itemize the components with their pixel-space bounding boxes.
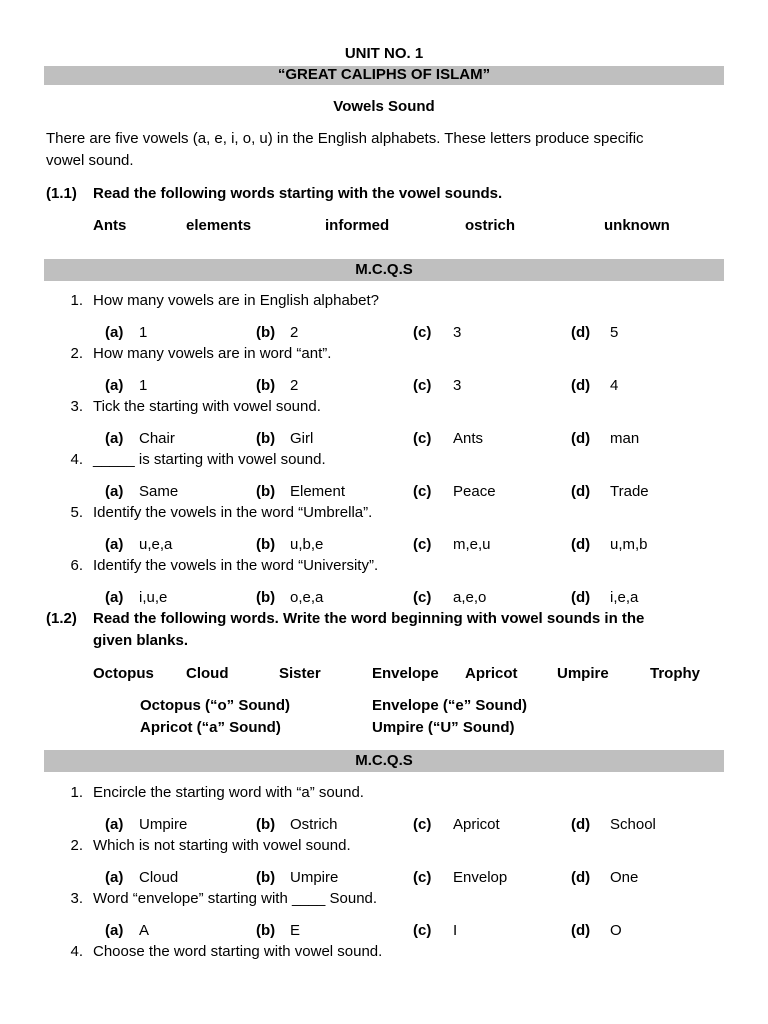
question-text: Identify the vowels in the word “University”. (93, 557, 379, 574)
option-text: Trade (610, 483, 649, 500)
option-text: 3 (453, 377, 462, 394)
option-text: 1 (139, 324, 148, 341)
option-label: (b) (256, 922, 276, 939)
question-number: 3. (70, 398, 83, 415)
option-text: 2 (290, 324, 299, 341)
option-label: (b) (256, 869, 276, 886)
option-label: (b) (256, 816, 276, 833)
option-text: 5 (610, 324, 619, 341)
option-label: (b) (256, 536, 276, 553)
option-label: (d) (571, 869, 591, 886)
option-label: (b) (256, 483, 276, 500)
option-label: (d) (571, 377, 591, 394)
option-label: (d) (571, 589, 591, 606)
option-text: Umpire (290, 869, 339, 886)
section-number-1-2: (1.2) (46, 610, 77, 627)
option-text: Apricot (453, 816, 500, 833)
question-text: Tick the starting with vowel sound. (93, 398, 321, 415)
question-text: Choose the word starting with vowel sound. (93, 943, 383, 960)
option-text: m,e,u (453, 536, 491, 553)
answer-item: Envelope (“e” Sound) (372, 697, 528, 714)
word-item: Octopus (93, 665, 154, 682)
option-text: u,m,b (610, 536, 648, 553)
option-text: 1 (139, 377, 148, 394)
option-text: Chair (139, 430, 175, 447)
word-item: ostrich (465, 217, 516, 234)
question-text: Which is not starting with vowel sound. (93, 837, 351, 854)
option-label: (d) (571, 922, 591, 939)
option-label: (c) (413, 816, 432, 833)
word-item: Umpire (557, 665, 609, 682)
word-item: Apricot (465, 665, 518, 682)
option-text: A (139, 922, 150, 939)
option-text: i,e,a (610, 589, 639, 606)
option-label: (d) (571, 430, 591, 447)
question-text: How many vowels are in English alphabet? (93, 292, 379, 309)
question-text: _____ is starting with vowel sound. (93, 451, 326, 468)
question-number: 5. (70, 504, 83, 521)
section-instruction-1-2-line-1: Read the following words. Write the word beginning with vowel sounds in the (93, 610, 645, 627)
word-item: Ants (93, 217, 127, 234)
option-text: Same (139, 483, 179, 500)
option-label: (b) (256, 377, 276, 394)
intro-line-2: vowel sound. (46, 152, 134, 169)
answer-item: Apricot (“a” Sound) (140, 719, 281, 736)
option-text: One (610, 869, 639, 886)
option-label: (a) (105, 324, 124, 341)
word-item: Sister (279, 665, 321, 682)
option-text: O (610, 922, 622, 939)
question-number: 1. (70, 784, 83, 801)
option-text: Umpire (139, 816, 188, 833)
option-text: Envelop (453, 869, 508, 886)
question-number: 4. (70, 451, 83, 468)
option-text: u,e,a (139, 536, 173, 553)
question-number: 6. (70, 557, 83, 574)
option-text: man (610, 430, 640, 447)
option-text: E (290, 922, 301, 939)
answer-item: Octopus (“o” Sound) (140, 697, 290, 714)
word-item: Envelope (372, 665, 439, 682)
option-text: School (610, 816, 656, 833)
option-label: (c) (413, 483, 432, 500)
option-text: o,e,a (290, 589, 324, 606)
option-label: (a) (105, 816, 124, 833)
option-text: 2 (290, 377, 299, 394)
question-number: 2. (70, 345, 83, 362)
answer-item: Umpire (“U” Sound) (372, 719, 515, 736)
option-text: u,b,e (290, 536, 324, 553)
mcq-heading: M.C.Q.S (355, 752, 413, 769)
section-subtitle: Vowels Sound (333, 98, 435, 115)
option-label: (c) (413, 589, 432, 606)
word-item: Trophy (650, 665, 701, 682)
section-number-1-1: (1.1) (46, 185, 77, 202)
option-text: i,u,e (139, 589, 168, 606)
option-label: (c) (413, 869, 432, 886)
question-text: How many vowels are in word “ant”. (93, 345, 332, 362)
intro-line-1: There are five vowels (a, e, i, o, u) in the English alphabets. These letters produce specific (46, 130, 644, 147)
mcq-heading: M.C.Q.S (355, 261, 413, 278)
option-label: (d) (571, 816, 591, 833)
question-number: 4. (70, 943, 83, 960)
question-number: 2. (70, 837, 83, 854)
unit-number: UNIT NO. 1 (344, 45, 424, 62)
question-number: 1. (70, 292, 83, 309)
option-label: (c) (413, 377, 432, 394)
option-text: 3 (453, 324, 462, 341)
word-item: informed (325, 217, 390, 234)
option-label: (a) (105, 536, 124, 553)
option-label: (c) (413, 922, 432, 939)
option-text: 4 (610, 377, 619, 394)
option-label: (b) (256, 430, 276, 447)
word-item: elements (186, 217, 252, 234)
option-label: (a) (105, 483, 124, 500)
section-instruction-1-2-line-2: given blanks. (93, 632, 189, 649)
option-text: Cloud (139, 869, 179, 886)
option-label: (a) (105, 430, 124, 447)
option-label: (c) (413, 324, 432, 341)
option-label: (a) (105, 869, 124, 886)
option-label: (b) (256, 324, 276, 341)
word-item: Cloud (186, 665, 229, 682)
option-label: (d) (571, 536, 591, 553)
word-item: unknown (604, 217, 670, 234)
option-text: Girl (290, 430, 314, 447)
option-text: Peace (453, 483, 496, 500)
option-text: Ostrich (290, 816, 338, 833)
option-label: (d) (571, 483, 591, 500)
option-text: I (453, 922, 458, 939)
option-label: (c) (413, 536, 432, 553)
question-number: 3. (70, 890, 83, 907)
option-text: Ants (453, 430, 484, 447)
option-text: Element (290, 483, 346, 500)
option-label: (a) (105, 377, 124, 394)
option-label: (a) (105, 922, 124, 939)
option-label: (b) (256, 589, 276, 606)
option-text: a,e,o (453, 589, 487, 606)
question-text: Identify the vowels in the word “Umbrella”. (93, 504, 373, 521)
option-label: (d) (571, 324, 591, 341)
option-label: (a) (105, 589, 124, 606)
page-title: “GREAT CALIPHS OF ISLAM” (277, 66, 491, 83)
section-instruction-1-1: Read the following words starting with the vowel sounds. (93, 185, 503, 202)
option-label: (c) (413, 430, 432, 447)
question-text: Word “envelope” starting with ____ Sound. (93, 890, 378, 907)
question-text: Encircle the starting word with “a” sound. (93, 784, 364, 801)
